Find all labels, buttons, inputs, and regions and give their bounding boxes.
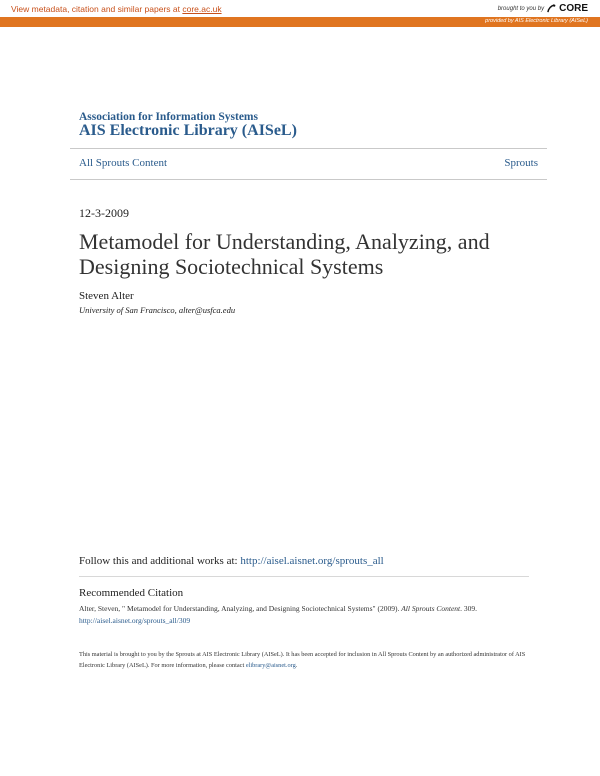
recommended-citation-heading: Recommended Citation [79, 587, 184, 599]
core-view-text: View metadata, citation and similar papers at [11, 4, 183, 14]
author-name: Steven Alter [79, 290, 134, 302]
core-brought-by[interactable] [498, 3, 588, 14]
association-name[interactable]: Association for Information Systems [79, 111, 258, 123]
citation-link[interactable]: http://aisel.aisnet.org/sprouts_all/309 [79, 616, 191, 625]
publication-date: 12-3-2009 [79, 206, 129, 220]
contact-email-link[interactable]: elibrary@aisnet.org [245, 662, 296, 669]
core-logo-text: CORE [559, 3, 588, 14]
nav-sprouts[interactable]: Sprouts [504, 157, 538, 169]
header-divider-top [70, 148, 547, 149]
notice-text: This material is brought to you by the Sprouts at AIS Electronic Library (AISeL). It has been accepted for inclusion in All Sprouts Content by an authorized administrator of AIS Electronic Library (AISeL). For more information, please contact [79, 651, 526, 669]
citation-pre: Alter, Steven, " Metamodel for Understanding, Analyzing, and Designing Sociotechnical Systems" (2009). [79, 604, 402, 613]
core-banner [0, 0, 600, 28]
follow-link[interactable]: http://aisel.aisnet.org/sprouts_all [240, 555, 384, 567]
notice-end: . [295, 662, 298, 669]
follow-line [79, 555, 384, 567]
citation-text [79, 603, 529, 627]
article-title: Metamodel for Understanding, Analyzing, and Designing Sociotechnical Systems [79, 229, 490, 279]
header-divider-bottom [70, 179, 547, 180]
core-provided-text: provided by AIS Electronic Library (AISeL) [485, 18, 588, 24]
citation-journal: All Sprouts Content [401, 604, 461, 613]
citation-divider [79, 576, 529, 577]
copyright-notice [79, 649, 529, 671]
library-name[interactable]: AIS Electronic Library (AISeL) [79, 122, 297, 139]
core-ac-uk-link[interactable]: core.ac.uk [182, 4, 222, 14]
follow-text: Follow this and additional works at: [79, 555, 241, 567]
nav-all-sprouts-content[interactable]: All Sprouts Content [79, 157, 168, 169]
core-view-link[interactable] [11, 4, 222, 14]
brought-to-you-text: brought to you by [497, 5, 545, 12]
core-logo-icon [547, 4, 556, 13]
citation-post: . 309. [460, 604, 477, 613]
author-affiliation: University of San Francisco, alter@usfca.edu [79, 305, 236, 315]
core-provided-strip [0, 17, 600, 27]
